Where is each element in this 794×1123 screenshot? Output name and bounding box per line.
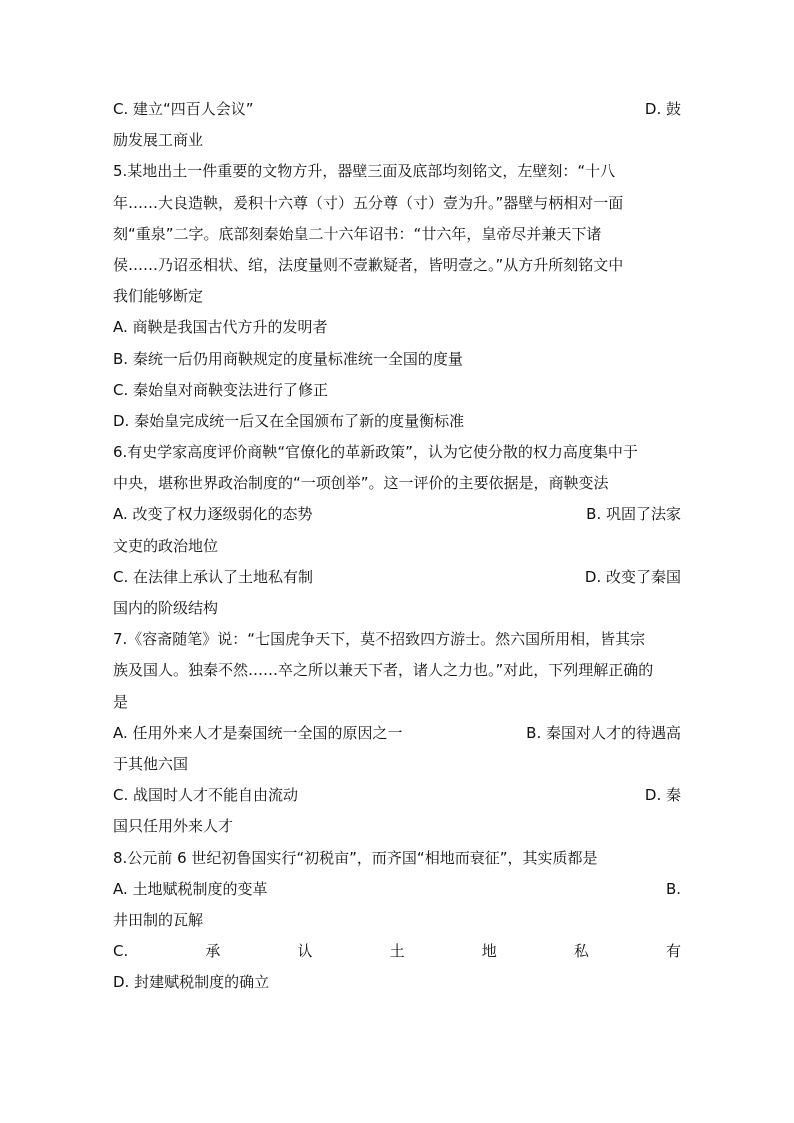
q7-option-b-continuation: 于其他六国 — [113, 754, 189, 773]
q8-stem-text: 8.公元前 6 世纪初鲁国实行“初税亩”，而齐国“相地而衰征”，其实质都是 — [113, 848, 598, 867]
q6-option-c: C. 在法律上承认了土地私有制 — [113, 567, 314, 586]
q8-option-c-char: 地 — [481, 942, 497, 961]
q8-option-c-char: 土 — [389, 942, 405, 961]
q8-option-b-continuation: 井田制的瓦解 — [113, 910, 204, 929]
q5-stem-line — [113, 156, 681, 187]
q6-option-b-continuation-row — [113, 531, 681, 562]
q7-stem-text: 7.《容斋随笔》说：“七国虎争天下，莫不招致四方游士。然六国所用相，皆其宗 — [113, 630, 646, 649]
q5-option-c: C. 秦始皇对商鞅变法进行了修正 — [113, 380, 329, 399]
q5-option-a-row — [113, 312, 681, 343]
q6-stem-line — [113, 468, 681, 499]
document-content — [113, 94, 681, 998]
q5-option-b: B. 秦统一后仍用商鞅规定的度量标准统一全国的度量 — [113, 349, 463, 368]
q5-option-c-row — [113, 375, 681, 406]
q8-option-row-ab — [113, 874, 681, 905]
q4-option-d-continuation-row — [113, 125, 681, 156]
q6-option-d-continuation: 国内的阶级结构 — [113, 599, 219, 617]
q5-stem-line — [113, 188, 681, 219]
q7-option-d-continuation: 国只任用外来人才 — [113, 817, 234, 836]
q8-option-c-row — [113, 936, 681, 967]
q8-option-c-char: 有 — [665, 942, 681, 961]
q6-stem-text: 中央，堪称世界政治制度的“一项创举”。这一评价的主要依据是，商鞅变法 — [113, 474, 609, 493]
q7-stem-text: 是 — [113, 692, 129, 711]
q7-stem-text: 族及国人。独秦不然……卒之所以兼天下者，诸人之力也。”对此，下列理解正确的 — [113, 661, 654, 680]
q8-option-c-char: 私 — [573, 942, 589, 961]
q7-option-row-cd — [113, 780, 681, 811]
q4-option-row-cd — [113, 94, 681, 125]
q5-option-d: D. 秦始皇完成统一后又在全国颁布了新的度量衡标准 — [113, 411, 465, 430]
q5-stem-line — [113, 219, 681, 250]
q8-stem-line — [113, 843, 681, 874]
q4-option-d-continuation: 励发展工商业 — [113, 131, 204, 150]
q8-option-c-char: 认 — [297, 942, 313, 961]
q7-stem-line — [113, 655, 681, 686]
q7-option-c: C. 战国时人才不能自由流动 — [113, 786, 299, 805]
q8-option-c-char: C. — [113, 942, 129, 961]
q5-stem-text: 侯……乃诏丞相状、绾，法度量则不壹歉疑者，皆明壹之。”从方升所刻铭文中 — [113, 255, 624, 274]
q6-option-d-start: D. 改变了秦国 — [584, 567, 681, 586]
q8-option-b-continuation-row — [113, 905, 681, 936]
q8-option-c-char: 承 — [205, 942, 221, 961]
q5-option-d-row — [113, 406, 681, 437]
q7-stem-line — [113, 624, 681, 655]
q5-stem-line — [113, 250, 681, 281]
q4-option-d-start: D. 鼓 — [644, 100, 681, 118]
q6-option-a: A. 改变了权力逐级弱化的态势 — [113, 505, 313, 524]
q8-option-a: A. 土地赋税制度的变革 — [113, 879, 268, 898]
q5-stem-text: 年……大良造鞅，爰积十六尊（寸）五分尊（寸）壹为升。”器壁与柄相对一面 — [113, 193, 624, 212]
q7-option-row-ab — [113, 718, 681, 749]
q5-option-b-row — [113, 344, 681, 375]
q6-stem-line — [113, 437, 681, 468]
q7-stem-line — [113, 687, 681, 718]
q5-option-a: A. 商鞅是我国古代方升的发明者 — [113, 318, 328, 337]
q6-option-row-ab — [113, 499, 681, 530]
q7-option-d-continuation-row — [113, 811, 681, 842]
q8-option-d-row — [113, 967, 681, 998]
q5-stem-text: 我们能够断定 — [113, 287, 204, 306]
q7-option-b-continuation-row — [113, 749, 681, 780]
q5-stem-text: 5.某地出土一件重要的文物方升，器壁三面及底部均刻铭文，左壁刻：“十八 — [113, 162, 616, 181]
q4-option-c: C. 建立“四百人会议” — [113, 100, 254, 118]
q6-option-d-continuation-row — [113, 593, 681, 624]
q8-option-b-start: B. — [665, 879, 681, 898]
q6-option-b-continuation: 文吏的政治地位 — [113, 536, 219, 555]
q5-stem-text: 刻“重泉”二字。底部刻秦始皇二十六年诏书：“廿六年，皇帝尽并兼天下诸 — [113, 224, 602, 243]
q8-option-d: D. 封建赋税制度的确立 — [113, 973, 270, 992]
q6-stem-text: 6.有史学家高度评价商鞅“官僚化的革新政策”，认为它使分散的权力高度集中于 — [113, 443, 638, 462]
q6-option-row-cd — [113, 562, 681, 593]
q5-stem-line — [113, 281, 681, 312]
q7-option-d-start: D. 秦 — [644, 786, 681, 805]
q7-option-a: A. 任用外来人才是秦国统一全国的原因之一 — [113, 723, 403, 742]
q6-option-b-start: B. 巩固了法家 — [586, 505, 681, 524]
q7-option-b-start: B. 秦国对人才的待遇高 — [526, 723, 681, 742]
